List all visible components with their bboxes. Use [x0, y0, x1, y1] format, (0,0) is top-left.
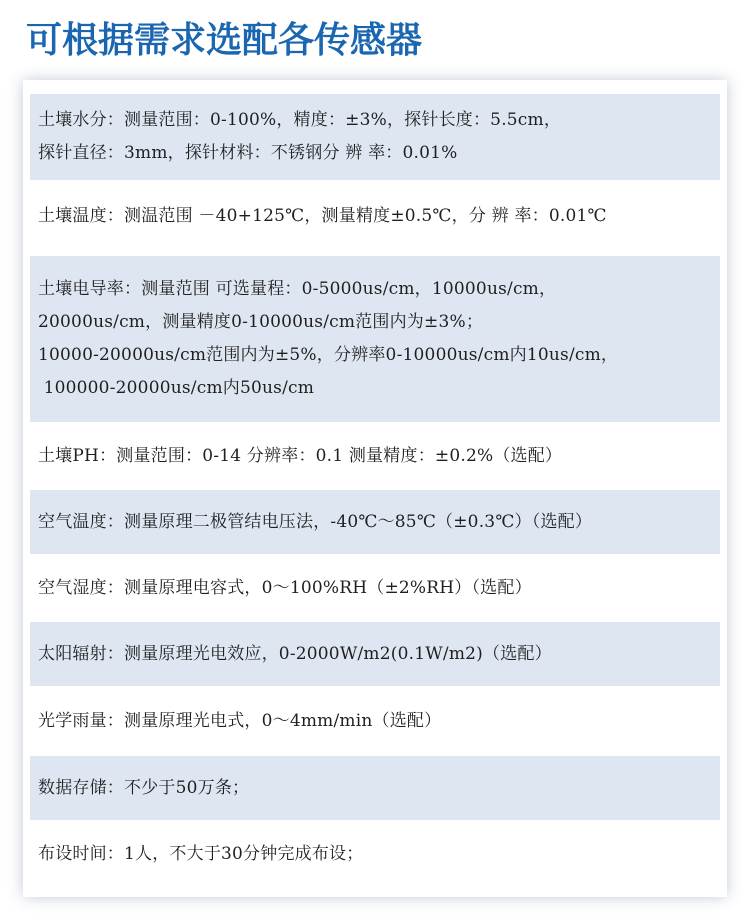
- spec-line: 空气温度：测量原理二极管结电压法，-40℃～85℃（±0.3℃）（选配）: [38, 511, 593, 532]
- spec-row-soil-ph: [30, 422, 720, 490]
- spec-row-soil-moisture: [30, 94, 720, 180]
- spec-row-soil-temperature: [30, 180, 720, 252]
- spec-line: 数据存储：不少于50万条；: [38, 777, 250, 798]
- spec-row-deployment-time: [30, 820, 720, 888]
- spec-line: 10000-20000us/cm范围内为±5%，分辨率0-10000us/cm内10us/cm，: [38, 345, 619, 365]
- spec-row-air-humidity: [30, 554, 720, 622]
- spec-row-soil-conductivity: [30, 256, 720, 422]
- spec-row-air-temperature: [30, 490, 720, 554]
- spec-line: 100000-20000us/cm内50us/cm: [38, 378, 315, 398]
- spec-line: 土壤电导率：测量范围 可选量程：0-5000us/cm，10000us/cm，: [38, 279, 557, 299]
- spec-line: 空气湿度：测量原理电容式，0～100%RH（±2%RH）（选配）: [38, 577, 532, 598]
- spec-line: 太阳辐射：测量原理光电效应，0-2000W/m2(0.1W/m2)（选配）: [38, 643, 552, 664]
- spec-line: 探针直径：3mm，探针材料：不锈钢分 辨 率：0.01%: [38, 143, 458, 163]
- page-title: 可根据需求选配各传感器: [26, 20, 423, 61]
- spec-row-solar-radiation: [30, 622, 720, 686]
- spec-line: 光学雨量：测量原理光电式，0～4mm/min（选配）: [38, 710, 442, 731]
- spec-line: 土壤温度：测温范围 －40+125℃，测量精度±0.5℃，分 辨 率：0.01℃: [38, 205, 607, 226]
- spec-line: 土壤水分：测量范围：0-100%，精度：±3%，探针长度：5.5cm，: [38, 110, 562, 130]
- sensor-spec-panel: [23, 80, 727, 897]
- spec-line: 布设时间：1人，不大于30分钟完成布设；: [38, 843, 364, 864]
- spec-row-optical-rainfall: [30, 686, 720, 756]
- spec-line: 土壤PH：测量范围：0-14 分辨率：0.1 测量精度：±0.2%（选配）: [38, 445, 563, 466]
- spec-row-data-storage: [30, 756, 720, 820]
- spec-line: 20000us/cm，测量精度0-10000us/cm范围内为±3%；: [38, 312, 484, 332]
